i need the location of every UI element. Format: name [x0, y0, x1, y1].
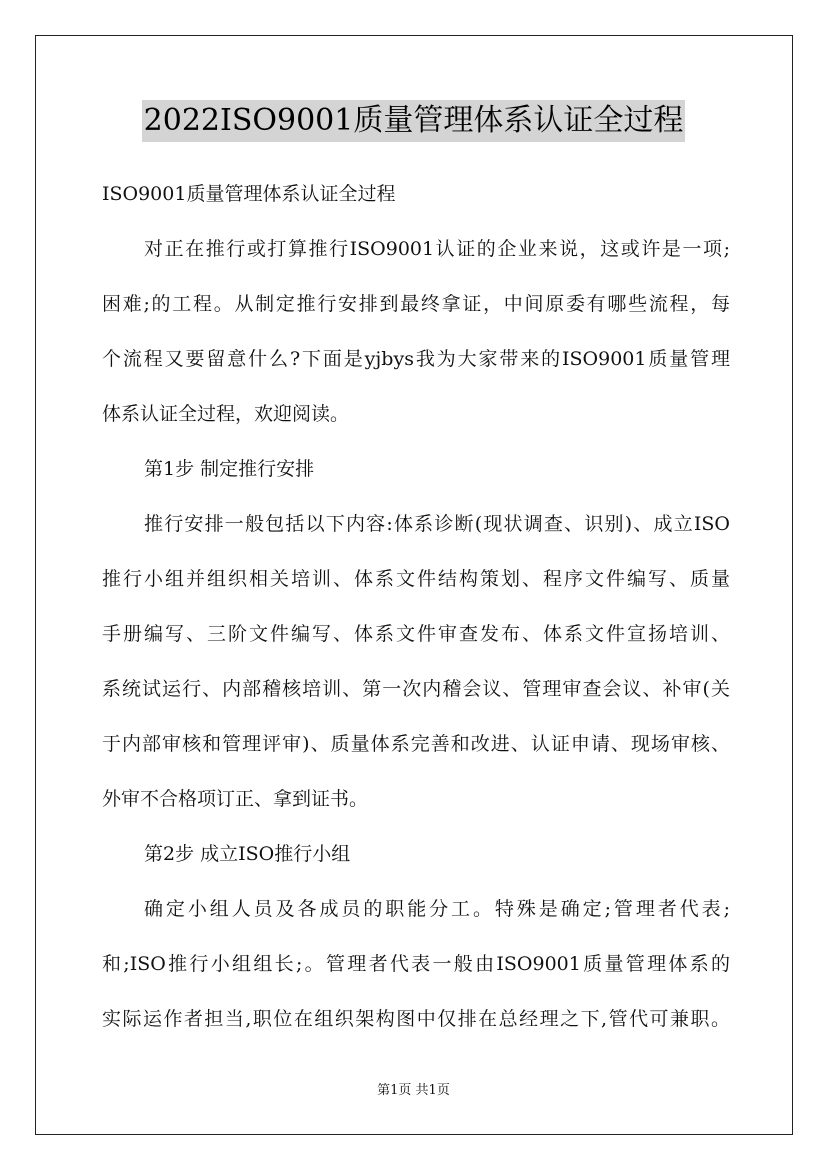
paragraph-line: 和;ISO推行小组组长;。管理者代表一般由ISO9001质量管理体系的 [102, 953, 730, 975]
step-heading: 第2步 成立ISO推行小组 [144, 843, 351, 865]
step-heading: 第1步 制定推行安排 [144, 458, 315, 480]
paragraph-line: 对正在推行或打算推行ISO9001认证的企业来说，这或许是一项; [144, 238, 730, 260]
paragraph-line: 确定小组人员及各成员的职能分工。特殊是确定;管理者代表; [144, 898, 730, 920]
paragraph-line: 外审不合格项订正、拿到证书。 [102, 788, 369, 810]
paragraph-line: 系统试运行、内部稽核培训、第一次内稽会议、管理审查会议、补审(关 [102, 678, 730, 700]
paragraph-line: 手册编写、三阶文件编写、体系文件审查发布、体系文件宣扬培训、 [102, 623, 730, 645]
title-container [0, 100, 827, 142]
paragraph-line: 实际运作者担当,职位在组织架构图中仅排在总经理之下,管代可兼职。 [102, 1008, 730, 1030]
document-body [102, 176, 730, 1056]
subtitle-line: ISO9001质量管理体系认证全过程 [102, 183, 396, 205]
paragraph-line: 体系认证全过程，欢迎阅读。 [102, 403, 350, 425]
paragraph-line: 个流程又要留意什么?下面是yjbys我为大家带来的ISO9001质量管理 [102, 348, 730, 370]
paragraph-line: 推行小组并组织相关培训、体系文件结构策划、程序文件编写、质量 [102, 568, 730, 590]
paragraph-line: 困难;的工程。从制定推行安排到最终拿证，中间原委有哪些流程，每 [102, 293, 730, 315]
paragraph-line: 于内部审核和管理评审)、质量体系完善和改进、认证申请、现场审核、 [102, 733, 730, 755]
document-title: 2022ISO9001质量管理体系认证全过程 [142, 100, 686, 142]
page-footer: 第1页 共1页 [377, 1083, 450, 1098]
paragraph-line: 推行安排一般包括以下内容:体系诊断(现状调查、识别)、成立ISO [144, 513, 730, 535]
